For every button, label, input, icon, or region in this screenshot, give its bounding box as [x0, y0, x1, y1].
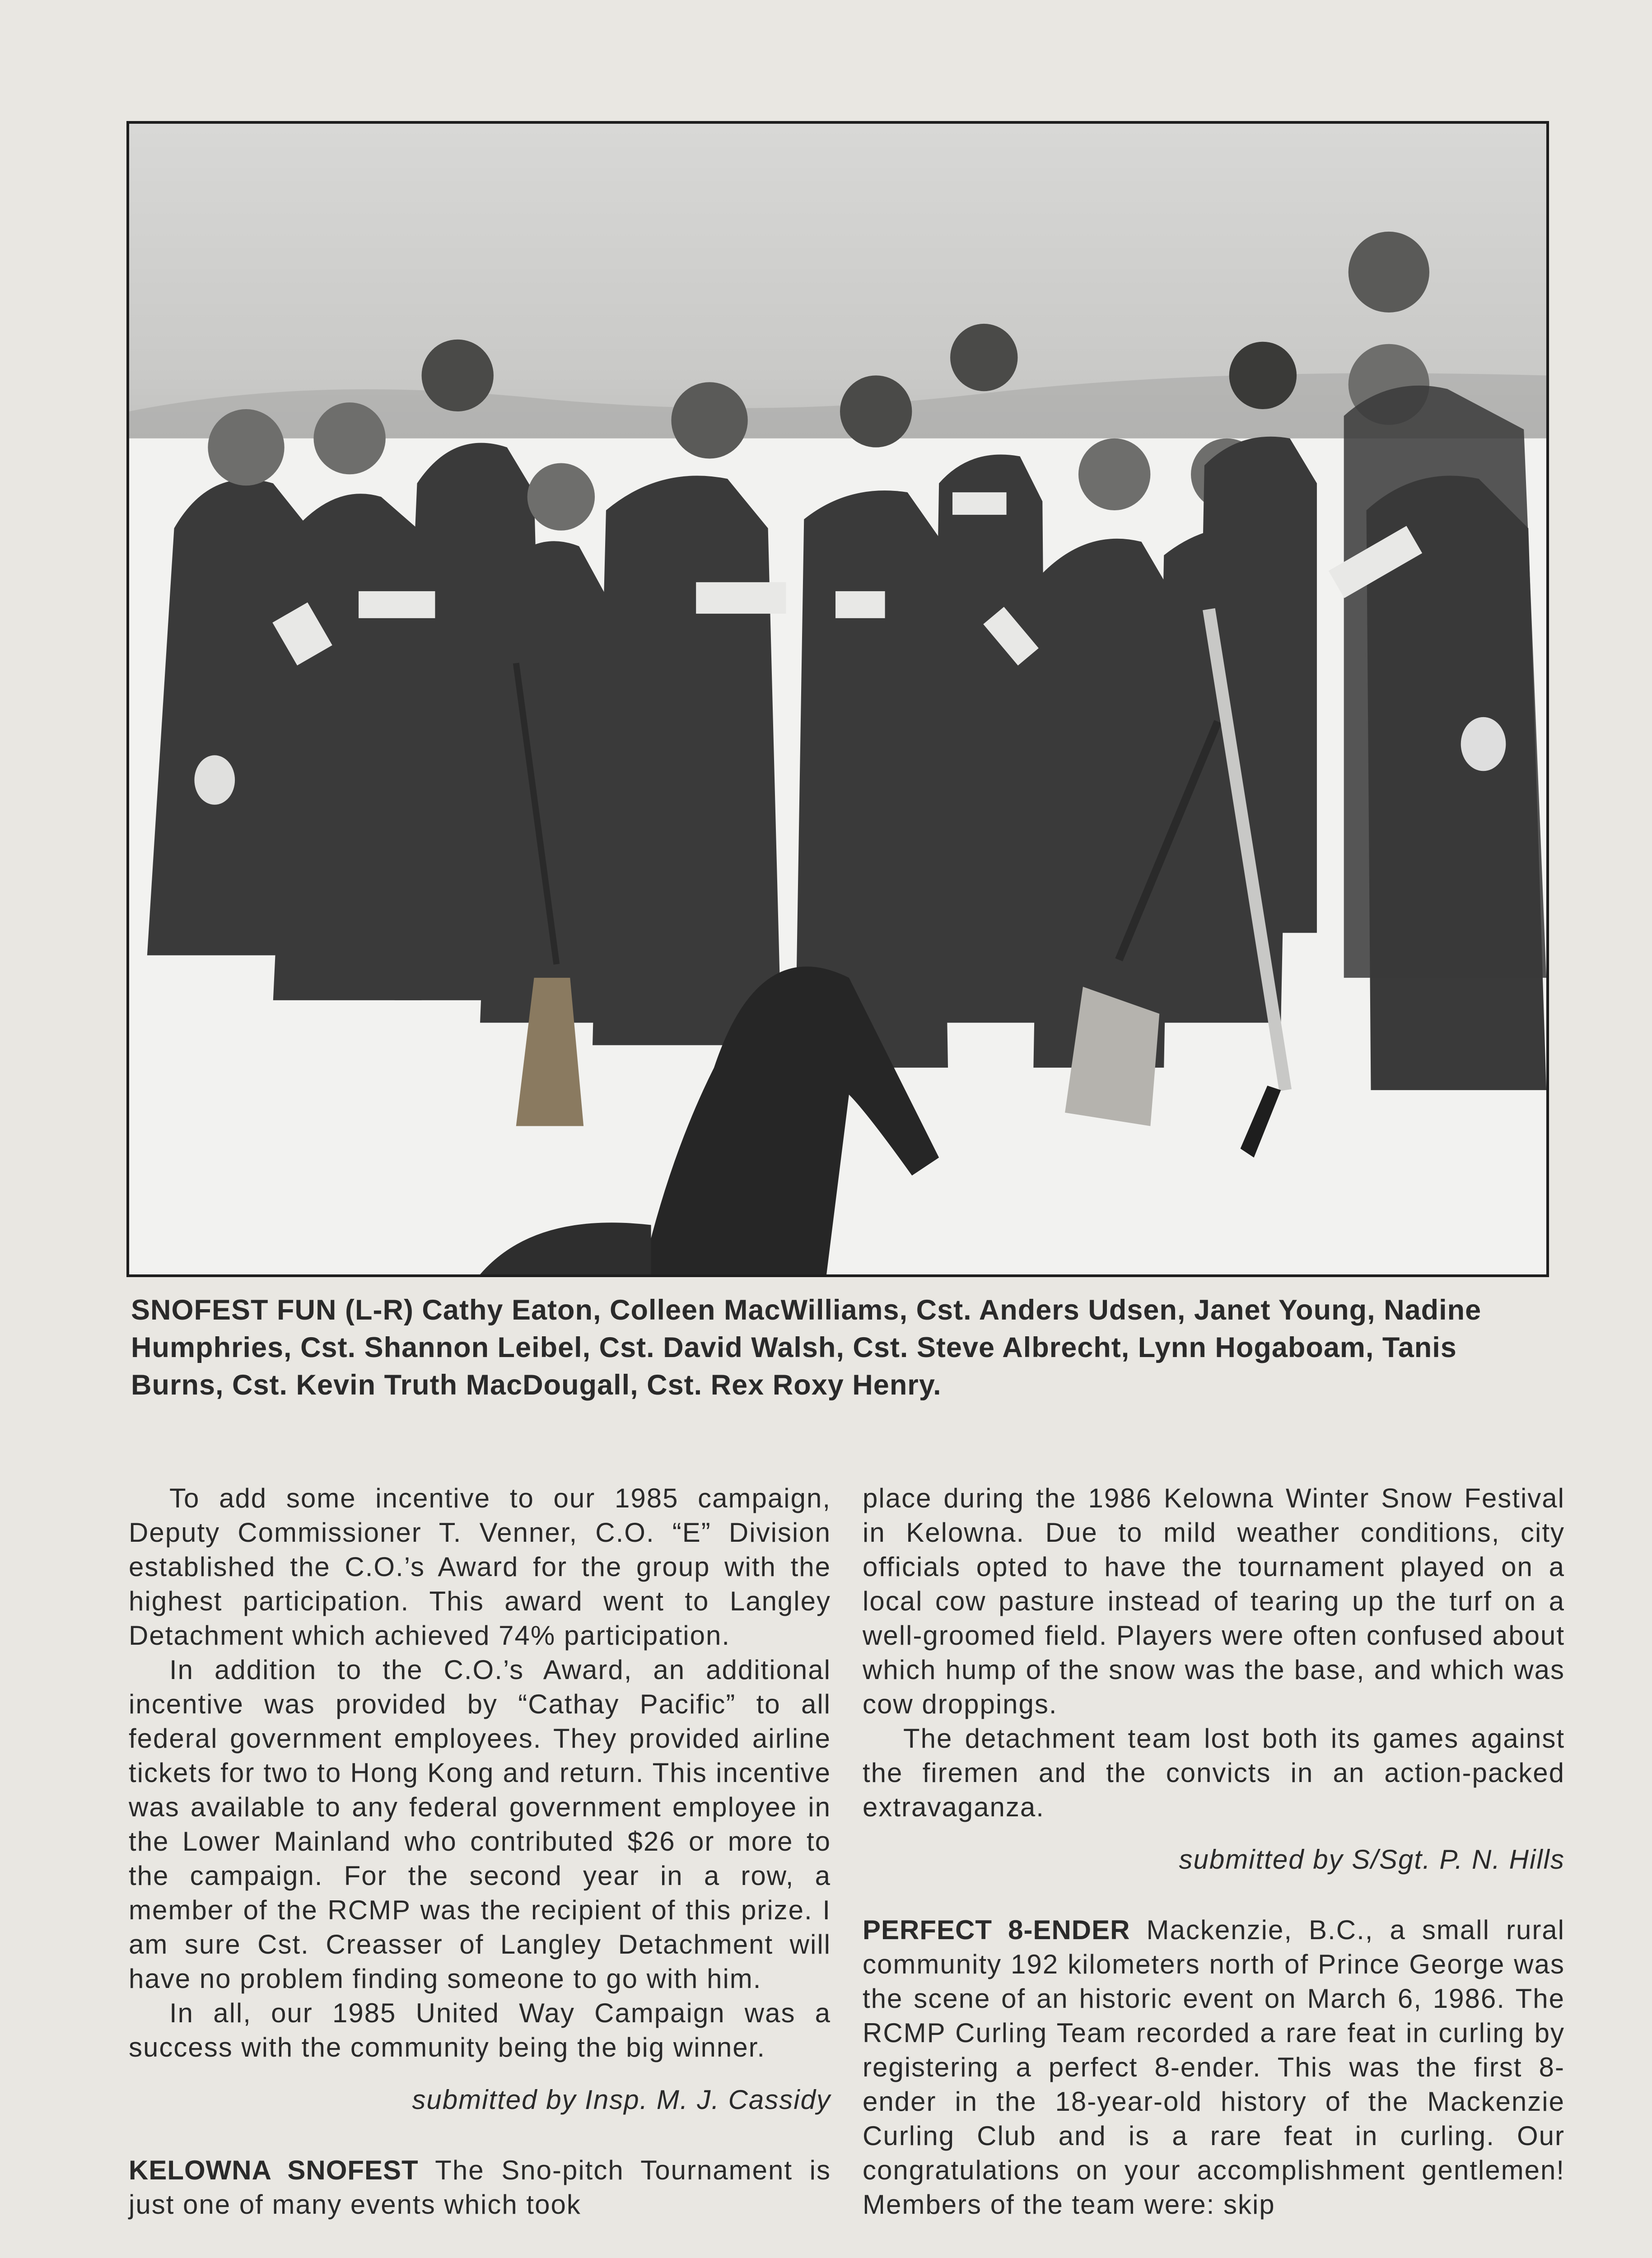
paragraph: place during the 1986 Kelowna Winter Snow Festival in Kelowna. Due to mild weather conditions, city officials opted to have the tournament played on a local cow pasture instead of tearing up the turf on a well-groomed field. Players were often confused about which hump of the snow was the base, and which was cow droppings. [863, 1483, 1565, 1719]
perfect-8-ender-section [863, 1913, 1565, 2222]
kelowna-section [129, 2153, 831, 2222]
paragraph: The detachment team lost both its games against the firemen and the convicts in an action-packed extravaganza. [863, 1723, 1565, 1822]
paragraph: In addition to the C.O.’s Award, an additional incentive was provided by “Cathay Pacific” to all federal government employees. They provided airline tickets for two to Hong Kong and return. This incentive was available to any federal government employee in the Lower Mainland who contributed $26 or more to the campaign. For the second year in a row, a member of the RCMP was the recipient of this prize. I am sure Cst. Creasser of Langley Detachment will have no problem finding someone to go with him. [129, 1655, 831, 1994]
section-heading: PERFECT 8-ENDER [863, 1915, 1130, 1945]
section-text: Mackenzie, B.C., a small rural community 192 kilometers north of Prince George was the scene of an historic event on March 6, 1986. The RCMP Curling Team recorded a rare feat in curling by registering a perfect 8-ender. This was the first 8-ender in the 18-year-old history of the Mackenzie Curling Club and is a rare feat in curling. Our congratulations on your accomplishment gentlemen! Members of the team were: skip [863, 1915, 1565, 2220]
group-photo [126, 121, 1549, 1277]
group-photo-illustration [129, 124, 1546, 1274]
section-heading: KELOWNA SNOFEST [129, 2155, 419, 2185]
paragraph: To add some incentive to our 1985 campaign, Deputy Commissioner T. Venner, C.O. “E” Division established the C.O.’s Award for the group with the highest participation. This award went to Langley Detachment which achieved 74% participation. [129, 1483, 831, 1651]
signature: submitted by S/Sgt. P. N. Hills [1179, 1844, 1565, 1875]
photo-caption: SNOFEST FUN (L-R) Cathy Eaton, Colleen MacWilliams, Cst. Anders Udsen, Janet Young, Nadine Humphries, Cst. Shannon Leibel, Cst. David Walsh, Cst. Steve Albrecht, Lynn Hogaboam, Tanis Burns, Cst. Kevin Truth MacDougall, Cst. Rex Roxy Henry. [131, 1294, 1482, 1401]
section-text: The Sno-pitch Tournament is just one of many events which took [129, 2155, 831, 2220]
paragraph: In all, our 1985 United Way Campaign was a success with the community being the big winner. [129, 1998, 831, 2062]
right-column [863, 1481, 1565, 2222]
signature: submitted by Insp. M. J. Cassidy [412, 2085, 831, 2115]
left-column [129, 1481, 831, 2222]
